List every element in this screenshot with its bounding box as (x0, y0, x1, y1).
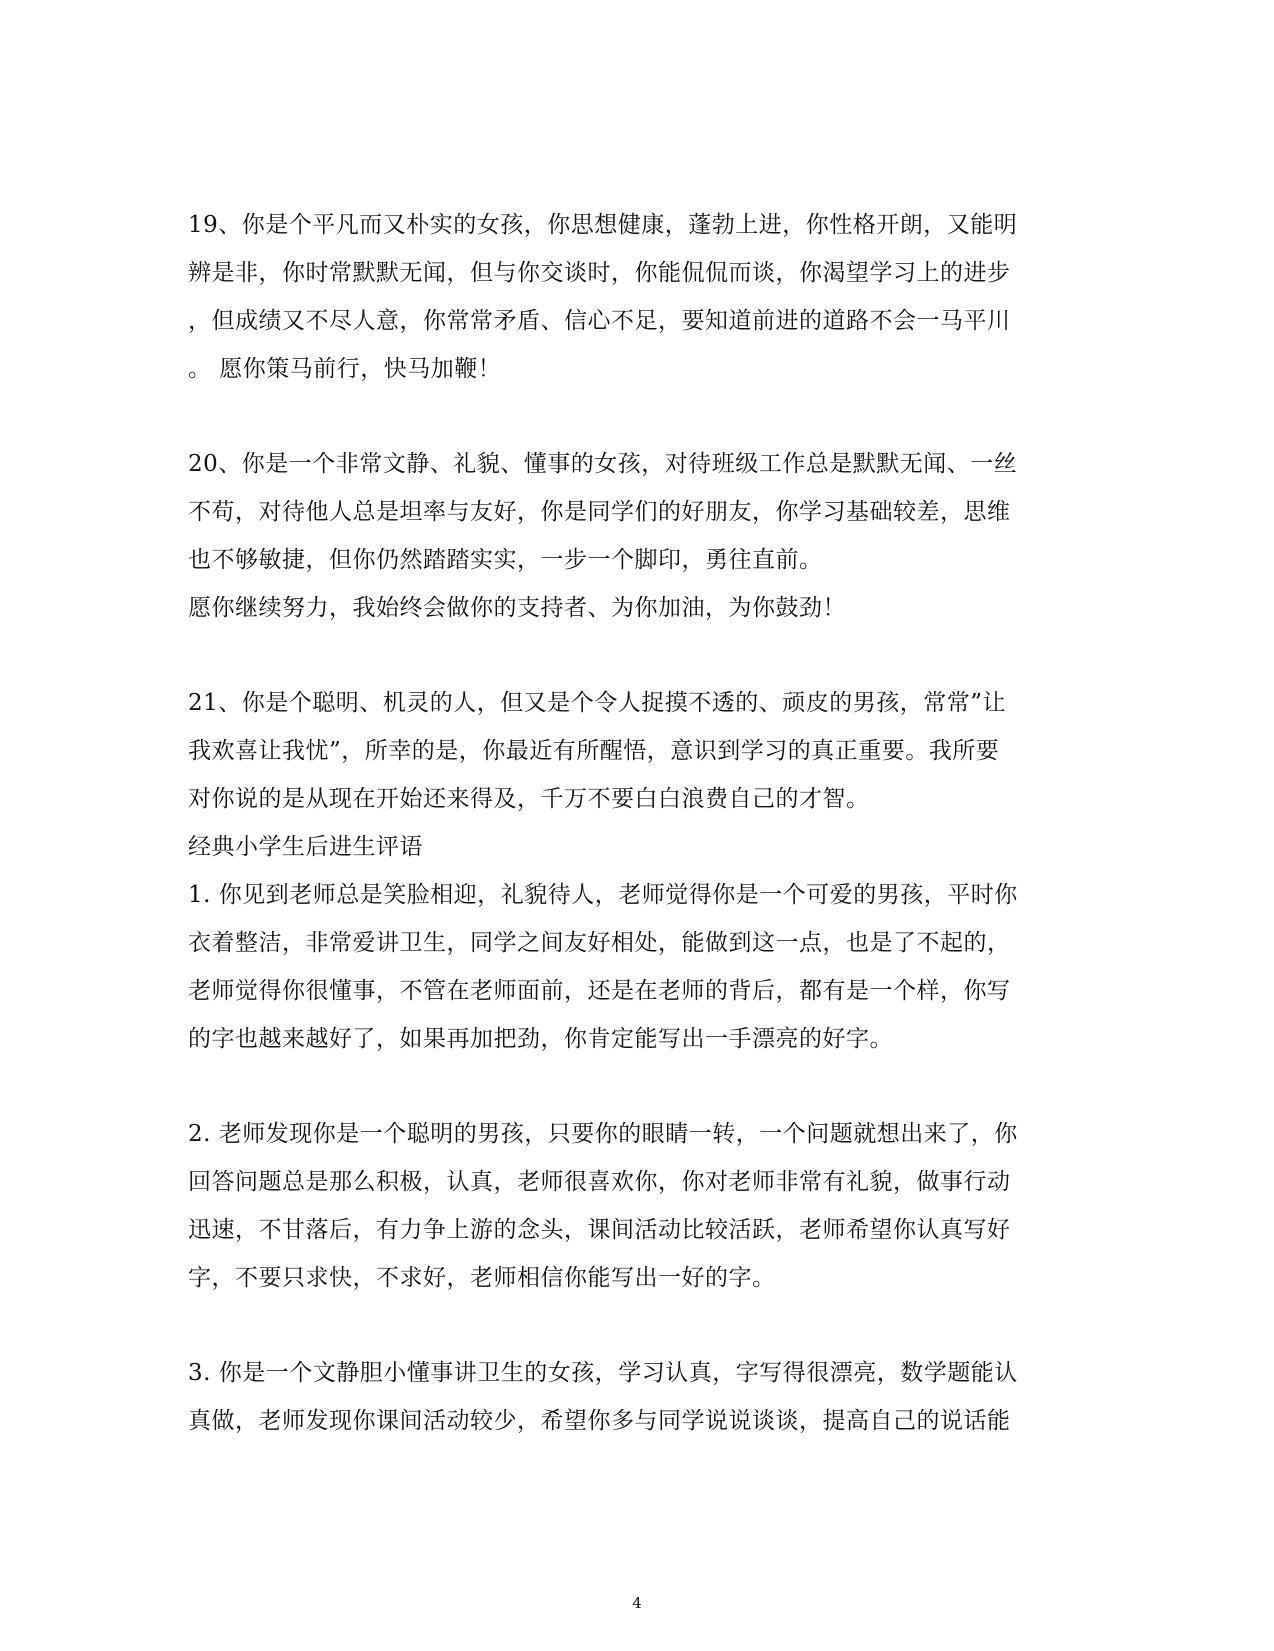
text-line: 2. 老师发现你是一个聪明的男孩，只要你的眼睛一转，一个问题就想出来了，你 (188, 1121, 1018, 1147)
text-line: 21、你是个聪明、机灵的人，但又是个令人捉摸不透的、顽皮的男孩，常常”让 (188, 690, 1007, 716)
text-line: 。 愿你策马前行，快马加鞭！ (188, 356, 502, 382)
text-line: 我欢喜让我忧”，所幸的是，你最近有所醒悟，意识到学习的真正重要。我所要 (188, 738, 1000, 764)
text-line: ，但成绩又不尽人意，你常常矛盾、信心不足，要知道前进的道路不会一马平川 (188, 308, 1011, 334)
text-line: 衣着整洁，非常爱讲卫生，同学之间友好相处，能做到这一点，也是了不起的， (188, 930, 1011, 956)
text-line: 愿你继续努力，我始终会做你的支持者、为你加油，为你鼓劲！ (188, 595, 846, 621)
text-line: 迅速，不甘落后，有力争上游的念头，课间活动比较活跃，老师希望你认真写好 (188, 1217, 1011, 1243)
section-heading: 经典小学生后进生评语 (188, 834, 423, 860)
text-line: 3. 你是一个文静胆小懂事讲卫生的女孩，学习认真，字写得很漂亮，数学题能认 (188, 1360, 1018, 1386)
page-number: 4 (632, 1594, 642, 1612)
text-line: 19、你是个平凡而又朴实的女孩，你思想健康，蓬勃上进，你性格开朗，又能明 (188, 212, 1018, 238)
text-line: 回答问题总是那么积极，认真，老师很喜欢你，你对老师非常有礼貌，做事行动 (188, 1169, 1011, 1195)
text-line: 真做，老师发现你课间活动较少，希望你多与同学说说谈谈，提高自己的说话能 (188, 1408, 1011, 1434)
text-line: 的字也越来越好了，如果再加把劲，你肯定能写出一手漂亮的好字。 (188, 1026, 893, 1052)
text-line: 不苟，对待他人总是坦率与友好，你是同学们的好朋友，你学习基础较差，思维 (188, 499, 1011, 525)
text-line: 20、你是一个非常文静、礼貌、懂事的女孩，对待班级工作总是默默无闻、一丝 (188, 451, 1018, 477)
text-line: 字，不要只求快，不求好，老师相信你能写出一好的字。 (188, 1265, 776, 1291)
text-line: 辨是非，你时常默默无闻，但与你交谈时，你能侃侃而谈，你渴望学习上的进步 (188, 260, 1011, 286)
text-line: 老师觉得你很懂事，不管在老师面前，还是在老师的背后，都有是一个样，你写 (188, 978, 1011, 1004)
text-line: 也不够敏捷，但你仍然踏踏实实，一步一个脚印，勇往直前。 (188, 547, 823, 573)
text-line: 1. 你见到老师总是笑脸相迎，礼貌待人，老师觉得你是一个可爱的男孩，平时你 (188, 882, 1018, 908)
text-line: 对你说的是从现在开始还来得及，千万不要白白浪费自己的才智。 (188, 786, 870, 812)
